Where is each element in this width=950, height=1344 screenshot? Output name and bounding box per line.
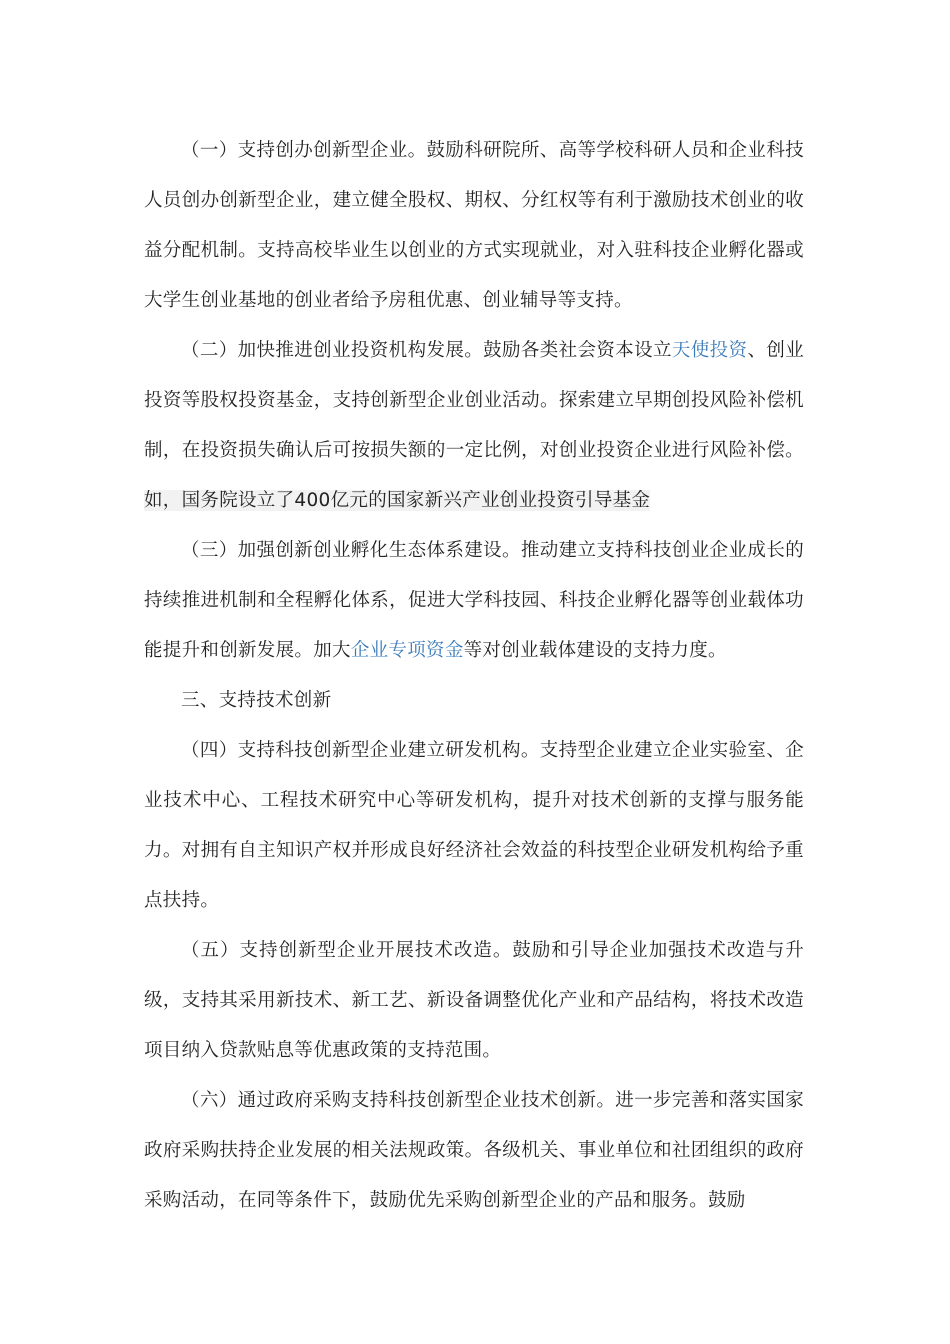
section-heading-text: 三、支持技术创新 bbox=[181, 690, 332, 711]
paragraph-3-text-before: （三）加强创新创业孵化生态体系建设。推动建立支持科技创业企业成长的持续推进机制和全程孵化体系，促进大学科技园、科技企业孵化器等创业载体功能提升和创新发展。加大 bbox=[144, 540, 804, 661]
paragraph-2 bbox=[144, 326, 804, 526]
paragraph-6 bbox=[144, 1076, 804, 1226]
paragraph-1-text: （一）支持创办创新型企业。鼓励科研院所、高等学校科研人员和企业科技人员创办创新型企业，建立健全股权、期权、分红权等有利于激励技术创业的收益分配机制。支持高校毕业生以创业的方式实现就业，对入驻科技企业孵化器或大学生创业基地的创业者给予房租优惠、创业辅导等支持。 bbox=[144, 140, 804, 311]
section-heading bbox=[144, 676, 804, 726]
paragraph-3 bbox=[144, 526, 804, 676]
paragraph-1 bbox=[144, 126, 804, 326]
paragraph-6-text: （六）通过政府采购支持科技创新型企业技术创新。进一步完善和落实国家政府采购扶持企业发展的相关法规政策。各级机关、事业单位和社团组织的政府采购活动，在同等条件下，鼓励优先采购创新型企业的产品和服务。鼓励 bbox=[144, 1090, 804, 1211]
paragraph-2-highlighted-text: 如，国务院设立了400亿元的国家新兴产业创业投资引导基金 bbox=[144, 490, 651, 511]
document-body bbox=[144, 126, 804, 1226]
paragraph-5 bbox=[144, 926, 804, 1076]
enterprise-special-fund-link[interactable]: 企业专项资金 bbox=[350, 640, 464, 661]
paragraph-2-text-before: （二）加快推进创业投资机构发展。鼓励各类社会资本设立 bbox=[181, 340, 672, 361]
paragraph-4 bbox=[144, 726, 804, 926]
paragraph-5-text: （五）支持创新型企业开展技术改造。鼓励和引导企业加强技术改造与升级，支持其采用新技术、新工艺、新设备调整优化产业和产品结构，将技术改造项目纳入贷款贴息等优惠政策的支持范围。 bbox=[144, 940, 804, 1061]
paragraph-3-text-after: 等对创业载体建设的支持力度。 bbox=[463, 640, 727, 661]
paragraph-2-text-after: 、创业投资等股权投资基金，支持创新型企业创业活动。探索建立早期创投风险补偿机制，在投资损失确认后可按损失额的一定比例，对创业投资企业进行风险补偿。 bbox=[144, 340, 804, 461]
angel-investment-link[interactable]: 天使投资 bbox=[671, 340, 748, 361]
paragraph-4-text: （四）支持科技创新型企业建立研发机构。支持型企业建立企业实验室、企业技术中心、工程技术研究中心等研发机构，提升对技术创新的支撑与服务能力。对拥有自主知识产权并形成良好经济社会效益的科技型企业研发机构给予重点扶持。 bbox=[144, 740, 804, 911]
